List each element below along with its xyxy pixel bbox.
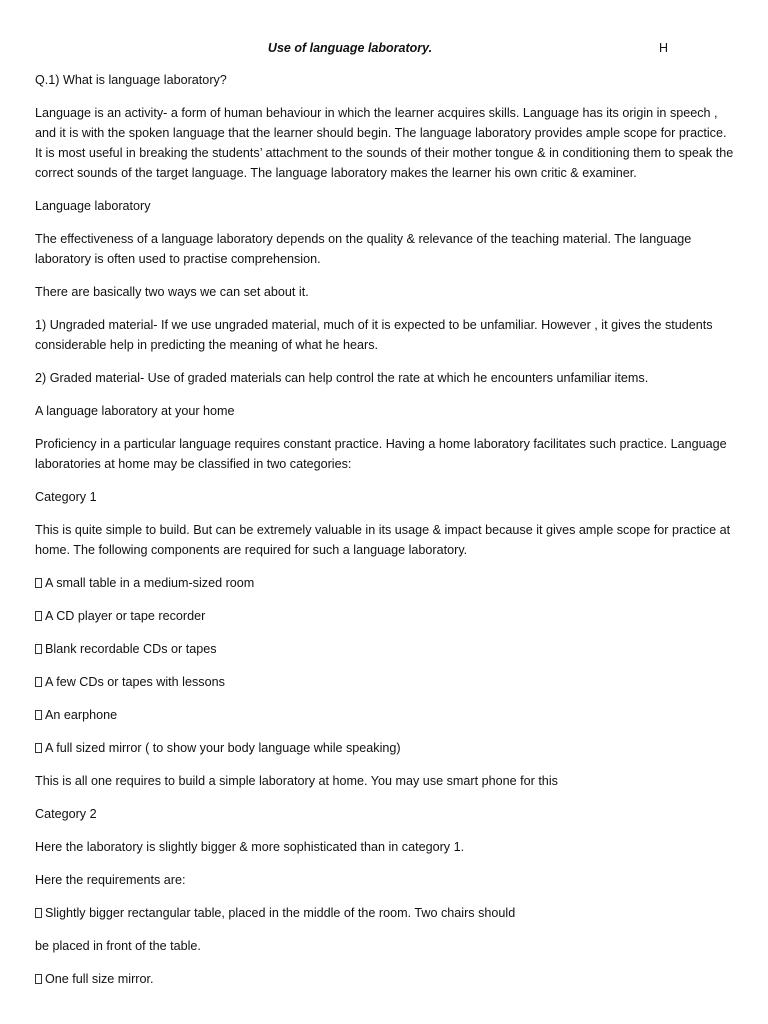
two-ways-paragraph: There are basically two ways we can set about it. bbox=[35, 285, 309, 299]
missing-glyph-icon bbox=[35, 578, 42, 588]
list-item bbox=[35, 573, 735, 593]
missing-glyph-icon bbox=[35, 743, 42, 753]
list-item-text: A full sized mirror ( to show your body language while speaking) bbox=[45, 741, 401, 755]
list-item-text: A CD player or tape recorder bbox=[45, 609, 206, 623]
category2-paragraph: Here the laboratory is slightly bigger & more sophisticated than in category 1. bbox=[35, 840, 465, 854]
list-item bbox=[35, 738, 735, 758]
missing-glyph-icon bbox=[35, 644, 42, 654]
title-row bbox=[0, 38, 768, 58]
list-item bbox=[35, 903, 735, 923]
list-item-text: An earphone bbox=[45, 708, 118, 722]
document-title: Use of language laboratory. bbox=[267, 41, 433, 55]
list-item-text: A small table in a medium-sized room bbox=[45, 576, 255, 590]
list-item-text: One full size mirror. bbox=[45, 972, 154, 986]
list-item bbox=[35, 969, 735, 989]
effectiveness-paragraph: The effectiveness of a language laboratory depends on the quality & relevance of the teaching material. The language laboratory is often used to practise comprehension. bbox=[35, 232, 692, 266]
ungraded-paragraph: 1) Ungraded material- If we use ungraded material, much of it is expected to be unfamiliar. However , it gives the students considerable help in predicting the meaning of what he hears. bbox=[35, 318, 713, 352]
intro-paragraph: Language is an activity- a form of human behaviour in which the learner acquires skills. Language has its origin in speech , and it is with the spoken language that the learner should begin. The language laboratory provides ample scope for practice. It is most useful in breaking the students’ attachment to the sounds of their mother tongue & in conditioning them to speak the correct sounds of the target language. The language laboratory makes the learner his own critic & examiner. bbox=[35, 106, 734, 180]
language-laboratory-heading: Language laboratory bbox=[35, 199, 151, 213]
missing-glyph-icon bbox=[35, 974, 42, 984]
list-item-text: Blank recordable CDs or tapes bbox=[45, 642, 217, 656]
list-item-text: Slightly bigger rectangular table, placed in the middle of the room. Two chairs should bbox=[45, 906, 516, 920]
category1-heading: Category 1 bbox=[35, 490, 97, 504]
category1-paragraph: This is quite simple to build. But can be extremely valuable in its usage & impact because it gives ample scope for practice at home. The following components are required for such a language laboratory. bbox=[35, 523, 731, 557]
graded-paragraph: 2) Graded material- Use of graded materials can help control the rate at which he encounters unfamiliar items. bbox=[35, 371, 649, 385]
missing-glyph-icon bbox=[35, 611, 42, 621]
list-item-text: A few CDs or tapes with lessons bbox=[45, 675, 225, 689]
document-body bbox=[35, 70, 735, 1002]
proficiency-paragraph: Proficiency in a particular language requires constant practice. Having a home laboratory facilitates such practice. Language laboratories at home may be classified in two categories: bbox=[35, 437, 727, 471]
missing-glyph-icon bbox=[35, 908, 42, 918]
category2-requirements: Here the requirements are: bbox=[35, 873, 186, 887]
list-item bbox=[35, 705, 735, 725]
list-item bbox=[35, 672, 735, 692]
home-laboratory-heading: A language laboratory at your home bbox=[35, 404, 235, 418]
list-item bbox=[35, 606, 735, 626]
category1-closing: This is all one requires to build a simple laboratory at home. You may use smart phone for this bbox=[35, 774, 558, 788]
category2-heading: Category 2 bbox=[35, 807, 97, 821]
list-item bbox=[35, 639, 735, 659]
missing-glyph-icon bbox=[35, 677, 42, 687]
list-item-continuation: be placed in front of the table. bbox=[35, 939, 201, 953]
question-heading: Q.1) What is language laboratory? bbox=[35, 73, 227, 87]
missing-glyph-icon bbox=[35, 710, 42, 720]
corner-mark: H bbox=[659, 41, 669, 55]
